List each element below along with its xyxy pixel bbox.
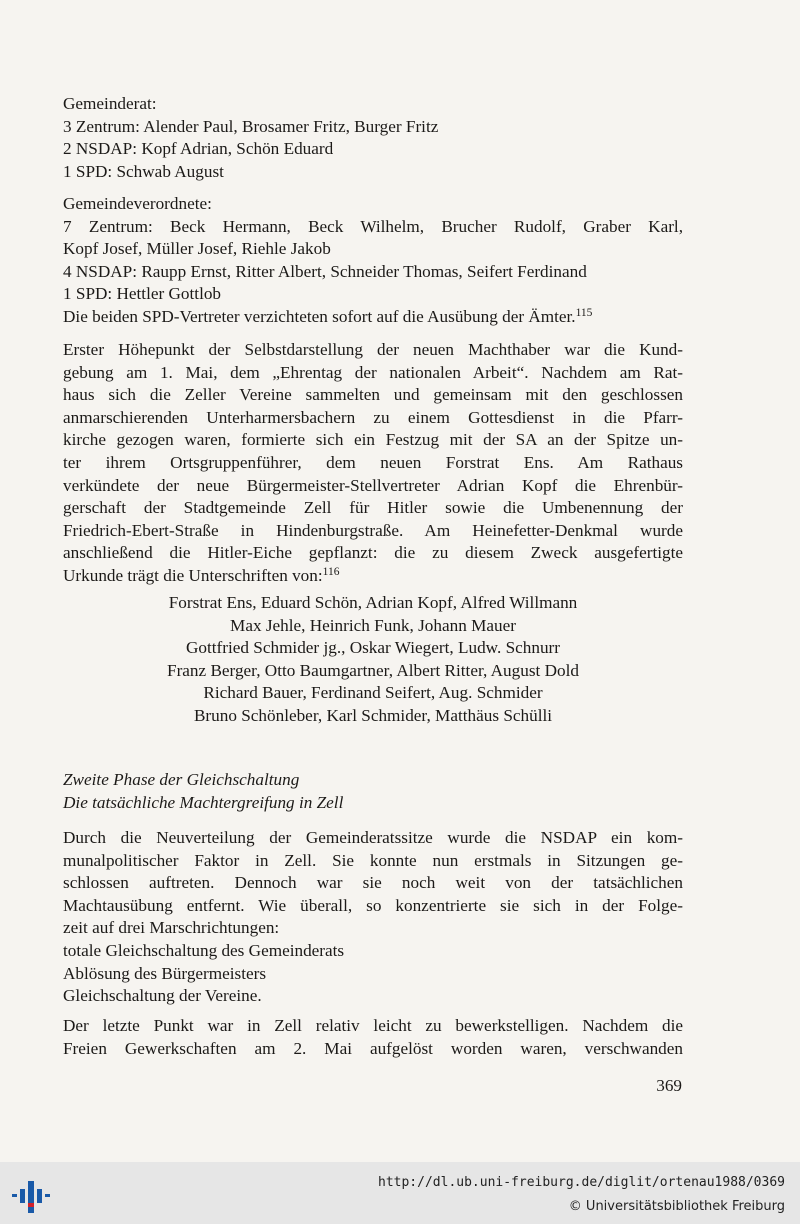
footer-url-link[interactable]: http://dl.ub.uni-freiburg.de/diglit/ortenau1988/0369 xyxy=(378,1175,785,1190)
paragraph-line: gebung am 1. Mai, dem „Ehrentag der nationalen Arbeit“. Nachdem am Rat- xyxy=(63,362,683,382)
spd-note xyxy=(63,306,683,329)
paragraph-line: Durch die Neuverteilung der Gemeinderatssitze wurde die NSDAP ein kom- xyxy=(63,828,683,847)
gemeindeverordnete-line: 7 Zentrum: Beck Hermann, Beck Wilhelm, Brucher Rudolf, Graber Karl, xyxy=(63,216,683,236)
gemeinderat-heading: Gemeinderat: xyxy=(63,94,157,113)
gemeindeverordnete-line: Kopf Josef, Müller Josef, Riehle Jakob xyxy=(63,239,331,259)
gemeinderat-line: 2 NSDAP: Kopf Adrian, Schön Eduard xyxy=(63,139,334,159)
list-item: Gleichschaltung der Vereine. xyxy=(63,986,262,1006)
paragraph-line: verkündete der neue Bürgermeister-Stellvertreter Adrian Kopf die Ehrenbür- xyxy=(63,475,683,495)
paragraph-line: Der letzte Punkt war in Zell relativ leicht zu bewerkstelligen. Nachdem die xyxy=(63,1016,683,1035)
signature-line: Forstrat Ens, Eduard Schön, Adrian Kopf, Alfred Willmann xyxy=(168,593,578,612)
signature-line: Gottfried Schmider jg., Oskar Wiegert, Ludw. Schnurr xyxy=(185,638,560,658)
paragraph-line: Friedrich-Ebert-Straße in Hindenburgstraße. Am Heinefetter-Denkmal wurde xyxy=(63,520,683,540)
paragraph-last-point xyxy=(63,1015,683,1060)
footnote-ref-116: 116 xyxy=(322,565,340,578)
signature-line: Bruno Schönleber, Karl Schmider, Matthäus Schülli xyxy=(193,705,553,725)
gemeinderat-line: 3 Zentrum: Alender Paul, Brosamer Fritz, Burger Fritz xyxy=(63,116,439,136)
signature-line: Richard Bauer, Ferdinand Seifert, Aug. Schmider xyxy=(203,683,543,703)
signature-line: Franz Berger, Otto Baumgartner, Albert Ritter, August Dold xyxy=(167,660,579,680)
gemeindeverordnete-line: 4 NSDAP: Raupp Ernst, Ritter Albert, Schneider Thomas, Seifert Ferdinand xyxy=(63,261,587,281)
ub-freiburg-logo-icon xyxy=(10,1173,54,1217)
gemeindeverordnete-heading: Gemeindeverordnete: xyxy=(63,194,212,213)
gemeindeverordnete-line: 1 SPD: Hettler Gottlob xyxy=(63,284,222,304)
paragraph-line: kirche gezogen waren, formierte sich ein Festzug mit der SA an der Spitze un- xyxy=(63,430,683,450)
paragraph-line: haus sich die Zeller Vereine sammelten und gemeinsam mit den geschlossen xyxy=(63,385,683,405)
paragraph-line: anmarschierenden Unterharmersbachern zu einem Gottesdienst in die Pfarr- xyxy=(63,407,683,427)
paragraph-line: Freien Gewerkschaften am 2. Mai aufgelöst worden waren, verschwanden xyxy=(63,1038,683,1058)
paragraph-first-may xyxy=(63,339,683,588)
section-heading-line2: Die tatsächliche Machtergreifung in Zell xyxy=(63,792,344,812)
list-item: Ablösung des Bürgermeisters xyxy=(63,963,267,983)
gemeinderat-list xyxy=(63,93,683,183)
signature-line: Max Jehle, Heinrich Funk, Johann Mauer xyxy=(230,615,516,635)
section-heading-line1: Zweite Phase der Gleichschaltung xyxy=(63,770,300,789)
paragraph-line: gerschaft der Stadtgemeinde Zell für Hitler sowie die Umbenennung der xyxy=(63,498,683,518)
footnote-ref-115: 115 xyxy=(575,306,593,319)
paragraph-line: munalpolitischer Faktor in Zell. Sie konnte nun erstmals in Sitzungen ge- xyxy=(63,850,683,870)
section-heading xyxy=(63,769,683,814)
paragraph-line: zeit auf drei Marschrichtungen: xyxy=(63,918,280,938)
page-number: 369 xyxy=(656,1076,682,1095)
paragraph-line: ter ihrem Ortsgruppenführer, dem neuen Forstrat Ens. Am Rathaus xyxy=(63,452,683,472)
paragraph-line: anschließend die Hitler-Eiche gepflanzt: die zu diesem Zweck ausgefertigte xyxy=(63,543,683,563)
gemeindeverordnete-list xyxy=(63,193,683,329)
paragraph-last-text: Urkunde trägt die Unterschriften von: xyxy=(63,565,323,585)
paragraph-line: Erster Höhepunkt der Selbstdarstellung der neuen Machthaber war die Kund- xyxy=(63,340,683,359)
signatures-list xyxy=(63,592,683,728)
footer-copyright: © Universitätsbibliothek Freiburg xyxy=(568,1199,785,1214)
gemeinderat-line: 1 SPD: Schwab August xyxy=(63,161,224,181)
footer-bar xyxy=(0,1162,800,1224)
paragraph-line xyxy=(63,565,683,588)
paragraph-seat-distribution xyxy=(63,827,683,1008)
paragraph-line: schlossen auftreten. Dennoch war sie noch weit von der tatsächlichen xyxy=(63,873,683,893)
list-item: totale Gleichschaltung des Gemeinderats xyxy=(63,940,345,960)
spd-note-text: Die beiden SPD-Vertreter verzichteten sofort auf die Ausübung der Ämter. xyxy=(63,306,576,326)
paragraph-line: Machtausübung entfernt. Wie überall, so konzentrierte sie sich in der Folge- xyxy=(63,895,683,915)
